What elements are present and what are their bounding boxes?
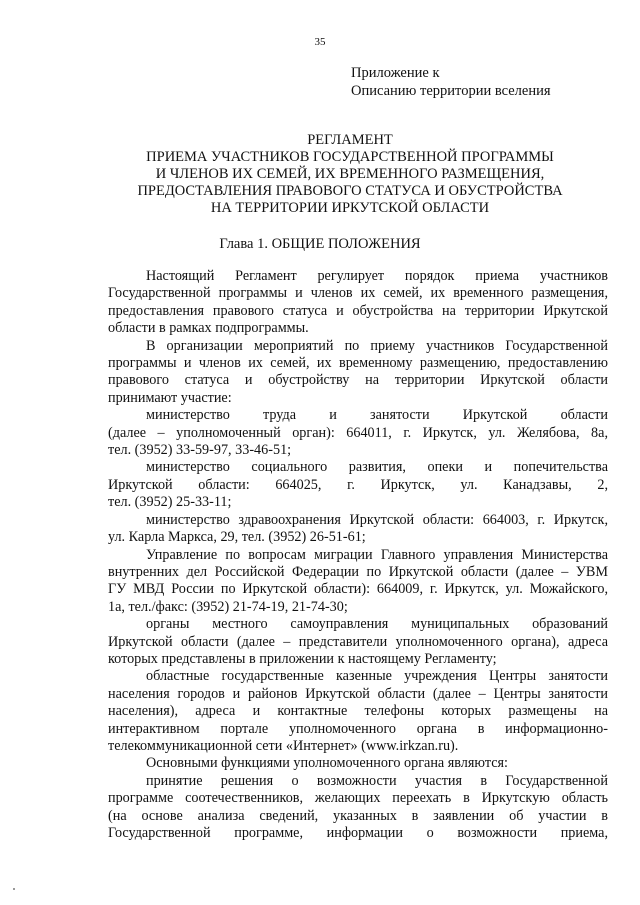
title-line: НА ТЕРРИТОРИИ ИРКУТСКОЙ ОБЛАСТИ: [210, 200, 490, 216]
appendix-line-2: Описанию территории вселения: [351, 83, 551, 99]
text-line: населения городов и районов Иркутской области (далее – Центры занятости: [108, 685, 608, 702]
text-line: которых представлены в приложении к настоящему Регламенту;: [108, 650, 497, 667]
text-line: Основными функциями уполномоченного органа являются:: [146, 755, 508, 772]
text-line: телекоммуникационной сети «Интернет» (www.irkzan.ru).: [108, 737, 459, 754]
text-line: Управление по вопросам миграции Главного управления Министерства: [146, 546, 608, 563]
text-line: Государственной программе, информации о возможности приема,: [108, 825, 608, 841]
text-line: принимают участие:: [108, 389, 232, 406]
text-line: программе соотечественников, желающих переехать в Иркутскую область: [108, 790, 608, 807]
text-line: (на основе анализа сведений, указанных в заявлении об участии в: [108, 807, 608, 824]
text-line: программы и членов их семей, их временному размещению, предоставлению: [108, 355, 608, 372]
appendix-line-1: Приложение к: [351, 65, 440, 81]
document-title: [70, 132, 630, 217]
text-line: ул. Карла Маркса, 29, тел. (3952) 26-51-61;: [108, 529, 366, 546]
text-line: органы местного самоуправления муниципальных образований: [146, 616, 608, 633]
text-line: интерактивном портале уполномоченного органа в информационно-: [108, 720, 608, 737]
title-line: ПРИЕМА УЧАСТНИКОВ ГОСУДАРСТВЕННОЙ ПРОГРАММЫ: [146, 149, 554, 165]
text-line: В организации мероприятий по приему участников Государственной: [146, 337, 608, 354]
text-line: (далее – уполномоченный орган): 664011, г. Иркутск, ул. Желябова, 8а,: [108, 424, 608, 441]
text-line: внутренних дел Российской Федерации по Иркутской области (далее – УВМ: [108, 563, 608, 580]
text-line: областные государственные казенные учреждения Центры занятости: [146, 668, 608, 685]
text-line: Настоящий Регламент регулирует порядок приема участников: [146, 268, 608, 284]
text-line: министерство здравоохранения Иркутской области: 664003, г. Иркутск,: [146, 511, 608, 528]
text-line: области в рамках подпрограммы.: [108, 320, 309, 337]
page-number: 35: [314, 36, 326, 48]
text-line: министерство труда и занятости Иркутской области: [146, 407, 608, 424]
text-line: тел. (3952) 33-59-97, 33-46-51;: [108, 442, 292, 459]
text-line: Государственной программы и членов их семей, их временного размещения,: [108, 285, 608, 302]
text-line: министерство социального развития, опеки и попечительства: [146, 459, 608, 476]
text-line: 1а, тел./факс: (3952) 21-74-19, 21-74-30;: [108, 598, 348, 615]
appendix-note: [351, 64, 551, 100]
text-line: правового статуса и обустройству на территории Иркутской области: [108, 372, 608, 389]
text-line: предоставления правового статуса и обустройства на территории Иркутской: [108, 302, 608, 319]
title-line: РЕГЛАМЕНТ: [307, 132, 393, 148]
text-line: Иркутской области: 664025, г. Иркутск, ул. Канадзавы, 2,: [108, 476, 608, 493]
text-line: Иркутской области (далее – представители уполномоченного органа), адреса: [108, 633, 608, 650]
title-line: ПРЕДОСТАВЛЕНИЯ ПРАВОВОГО СТАТУСА И ОБУСТРОЙСТВА: [137, 183, 563, 199]
text-line: тел. (3952) 25-33-11;: [108, 494, 232, 511]
text-line: ГУ МВД России по Иркутской области): 664009, г. Иркутск, ул. Можайского,: [108, 581, 608, 598]
scan-speck: [13, 888, 15, 890]
body-text: [108, 268, 608, 842]
title-line: И ЧЛЕНОВ ИХ СЕМЕЙ, ИХ ВРЕМЕННОГО РАЗМЕЩЕНИЯ,: [155, 166, 545, 182]
text-line: населения), адреса и контактные телефоны которых размещены на: [108, 703, 608, 720]
text-line: принятие решения о возможности участия в Государственной: [146, 772, 608, 789]
chapter-heading: Глава 1. ОБЩИЕ ПОЛОЖЕНИЯ: [219, 236, 421, 252]
